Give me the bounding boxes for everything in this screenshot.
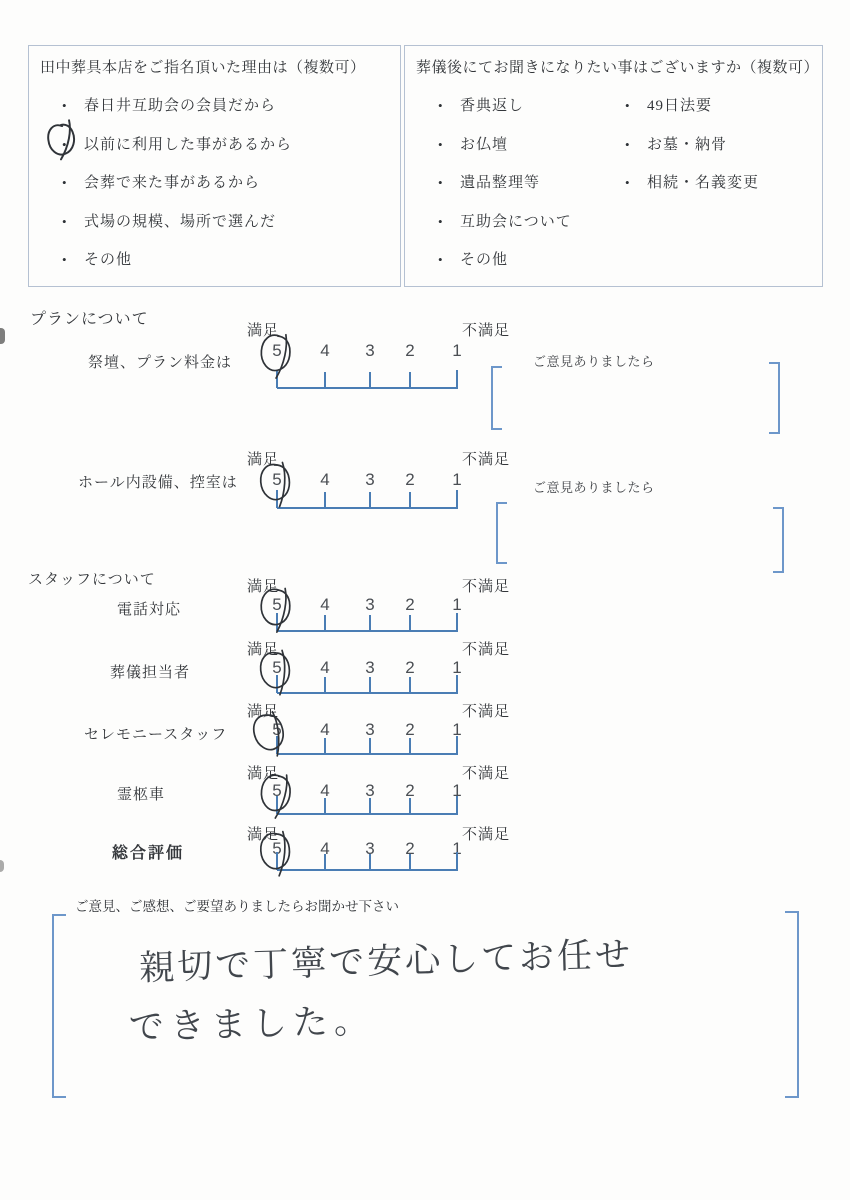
bullet-icon: •	[62, 137, 68, 152]
scale-number-4: 4	[320, 470, 330, 489]
satisfied-label: 満足	[247, 323, 280, 339]
handwritten-line-1: 親切で丁寧で安心してお任せ	[138, 935, 634, 988]
scale-number-2: 2	[405, 658, 415, 677]
scale-number-5: 5	[272, 839, 282, 858]
handwritten-circle-5-icon	[256, 585, 296, 635]
after-funeral-box	[404, 45, 823, 287]
after-option: • その他	[438, 252, 509, 268]
scale-number-2: 2	[405, 720, 415, 739]
unsatisfied-label: 不満足	[462, 642, 511, 658]
scale-number-2: 2	[405, 470, 415, 489]
after-option: • お墓・納骨	[625, 137, 728, 153]
reason-box-title: 田中葬具本店をご指名頂いた理由は（複数可）	[40, 60, 366, 76]
staff-section-heading: スタッフについて	[28, 572, 156, 588]
rating-label: 葬儀担当者	[110, 665, 191, 681]
free-comment-bracket-right	[784, 911, 799, 1098]
scale-number-2: 2	[405, 595, 415, 614]
rating-scale-line	[275, 368, 461, 390]
bullet-icon: •	[438, 175, 444, 190]
handwritten-circle-5-icon	[246, 707, 294, 763]
rating-scale-line	[275, 794, 461, 816]
scale-number-1: 1	[452, 839, 462, 858]
reason-option-circled: • 以前に利用した事があるから	[62, 137, 293, 153]
bullet-icon: •	[438, 252, 444, 267]
comment-bracket-right	[768, 362, 780, 434]
scale-number-5: 5	[272, 781, 282, 800]
satisfied-label: 満足	[247, 579, 280, 595]
rating-label: 祭壇、プラン料金は	[88, 355, 233, 371]
scale-number-5: 5	[272, 720, 282, 739]
rating-scale-line	[275, 673, 461, 695]
scale-number-1: 1	[452, 720, 462, 739]
unsatisfied-label: 不満足	[462, 704, 511, 720]
after-option: • 香典返し	[438, 98, 525, 114]
after-option: • 遺品整理等	[438, 175, 541, 191]
satisfied-label: 満足	[247, 827, 280, 843]
bullet-icon: •	[438, 98, 444, 113]
scale-number-3: 3	[365, 341, 375, 360]
scale-number-4: 4	[320, 781, 330, 800]
unsatisfied-label: 不満足	[462, 827, 511, 843]
scale-number-5: 5	[272, 470, 282, 489]
rating-label: 霊柩車	[117, 787, 166, 803]
reason-option: • その他	[62, 252, 133, 268]
scale-number-2: 2	[405, 839, 415, 858]
after-option: • 49日法要	[625, 98, 713, 114]
unsatisfied-label: 不満足	[462, 452, 511, 468]
satisfied-label: 満足	[247, 452, 280, 468]
scale-number-4: 4	[320, 839, 330, 858]
rating-label: ホール内設備、控室は	[78, 475, 238, 491]
scale-number-2: 2	[405, 781, 415, 800]
bullet-icon: •	[62, 214, 68, 229]
scale-number-4: 4	[320, 595, 330, 614]
scale-number-3: 3	[365, 720, 375, 739]
scale-number-3: 3	[365, 658, 375, 677]
after-option: • 相続・名義変更	[625, 175, 760, 191]
reason-option: • 会葬で来た事があるから	[62, 175, 261, 191]
free-comment-prompt: ご意見、ご感想、ご要望ありましたらお聞かせ下さい	[75, 899, 399, 914]
bullet-icon: •	[438, 214, 444, 229]
plan-section-heading: プランについて	[30, 311, 149, 328]
bullet-icon: •	[625, 137, 631, 152]
scale-number-4: 4	[320, 341, 330, 360]
bullet-icon: •	[625, 98, 631, 113]
reason-option: • 式場の規模、場所で選んだ	[62, 214, 277, 230]
scale-number-5: 5	[272, 658, 282, 677]
scale-number-1: 1	[452, 470, 462, 489]
scale-number-3: 3	[365, 781, 375, 800]
scale-number-5: 5	[272, 595, 282, 614]
scale-number-1: 1	[452, 595, 462, 614]
rating-scale-line	[275, 611, 461, 633]
scale-number-4: 4	[320, 720, 330, 739]
scale-number-3: 3	[365, 470, 375, 489]
comment-bracket-left	[491, 366, 503, 430]
after-box-title: 葬儀後にてお聞きになりたい事はございますか（複数可）	[416, 60, 820, 76]
bullet-icon: •	[625, 175, 631, 190]
scan-edge-mark	[0, 860, 4, 872]
handwritten-circle-mark-icon	[43, 118, 79, 164]
rating-scale-line	[275, 850, 461, 872]
comment-label: ご意見ありましたら	[533, 354, 655, 369]
bullet-icon: •	[62, 252, 68, 267]
bullet-icon: •	[62, 98, 68, 113]
scale-number-1: 1	[452, 341, 462, 360]
reason-box	[28, 45, 401, 287]
unsatisfied-label: 不満足	[462, 766, 511, 782]
scale-number-3: 3	[365, 839, 375, 858]
rating-scale-line	[275, 734, 461, 756]
unsatisfied-label: 不満足	[462, 579, 511, 595]
reason-option: • 春日井互助会の会員だから	[62, 98, 277, 114]
rating-label: 総合評価	[112, 845, 185, 862]
scale-number-5: 5	[272, 341, 282, 360]
satisfied-label: 満足	[247, 642, 280, 658]
after-option: • 互助会について	[438, 214, 572, 230]
after-option: • お仏壇	[438, 137, 509, 153]
rating-label: 電話対応	[117, 602, 182, 618]
scan-edge-mark	[0, 328, 5, 344]
handwritten-comment	[128, 924, 701, 1057]
rating-label: セレモニースタッフ	[84, 727, 228, 743]
satisfied-label: 満足	[247, 704, 280, 720]
handwritten-circle-5-icon	[254, 770, 298, 822]
scale-number-4: 4	[320, 658, 330, 677]
scale-number-1: 1	[452, 781, 462, 800]
rating-scale-line	[275, 488, 461, 510]
bullet-icon: •	[438, 137, 444, 152]
handwritten-circle-5-icon	[256, 829, 296, 879]
handwritten-line-2: できました。	[128, 1001, 376, 1047]
bullet-icon: •	[62, 175, 68, 190]
scale-number-2: 2	[405, 341, 415, 360]
comment-bracket-left	[496, 502, 508, 564]
free-comment-bracket-left	[52, 914, 67, 1098]
handwritten-circle-5-icon	[255, 647, 297, 698]
satisfied-label: 満足	[247, 766, 280, 782]
unsatisfied-label: 不満足	[462, 323, 511, 339]
handwritten-circle-5-icon	[255, 460, 296, 511]
handwritten-circle-5-icon	[255, 330, 297, 381]
comment-label: ご意見ありましたら	[533, 480, 655, 495]
comment-bracket-right	[772, 507, 784, 573]
scale-number-3: 3	[365, 595, 375, 614]
scale-number-1: 1	[452, 658, 462, 677]
